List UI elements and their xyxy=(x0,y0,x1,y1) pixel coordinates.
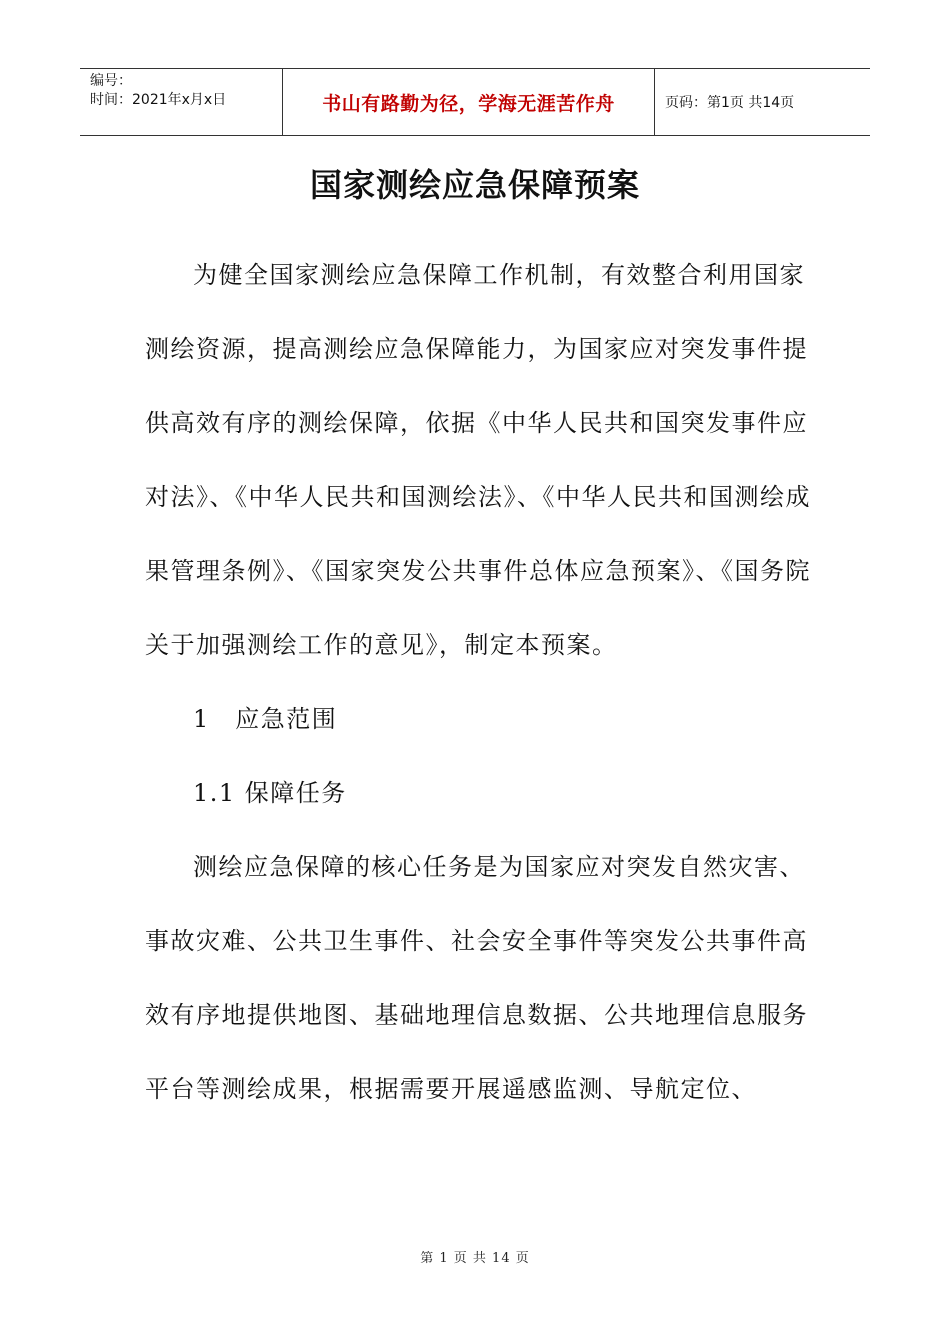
header-page-cell xyxy=(655,69,870,135)
document-body xyxy=(145,238,815,1126)
intro-paragraph: 为健全国家测绘应急保障工作机制，有效整合利用国家测绘资源，提高测绘应急保障能力，为国家应对突发事件提供高效有序的测绘保障，依据《中华人民共和国突发事件应对法》、《中华人民共和国测绘法》、《中华人民共和国测绘成果管理条例》、《国家突发公共事件总体应急预案》、《国务院关于加强测绘工作的意见》，制定本预案。 xyxy=(145,261,811,659)
time-label: 时间：2021年x月x日 xyxy=(90,92,227,108)
page-footer: 第 1 页 共 14 页 xyxy=(420,1251,530,1266)
header-motto-cell xyxy=(282,69,655,135)
header-meta-cell xyxy=(80,69,282,135)
motto-text: 书山有路勤为径，学海无涯苦作舟 xyxy=(322,92,615,115)
task-paragraph: 测绘应急保障的核心任务是为国家应对突发自然灾害、事故灾难、公共卫生事件、社会安全事件等突发公共事件高效有序地提供地图、基础地理信息数据、公共地理信息服务平台等测绘成果，根据需要开展遥感监测、导航定位、 xyxy=(145,853,808,1103)
header-table xyxy=(80,68,870,136)
section-heading-1: 1 应急范围 xyxy=(193,705,338,733)
header-page-info: 页码：第1页 共14页 xyxy=(665,95,795,111)
document-title: 国家测绘应急保障预案 xyxy=(309,166,640,204)
section-heading-1-1: 1.1 保障任务 xyxy=(193,779,347,807)
number-label: 编号： xyxy=(90,73,132,89)
